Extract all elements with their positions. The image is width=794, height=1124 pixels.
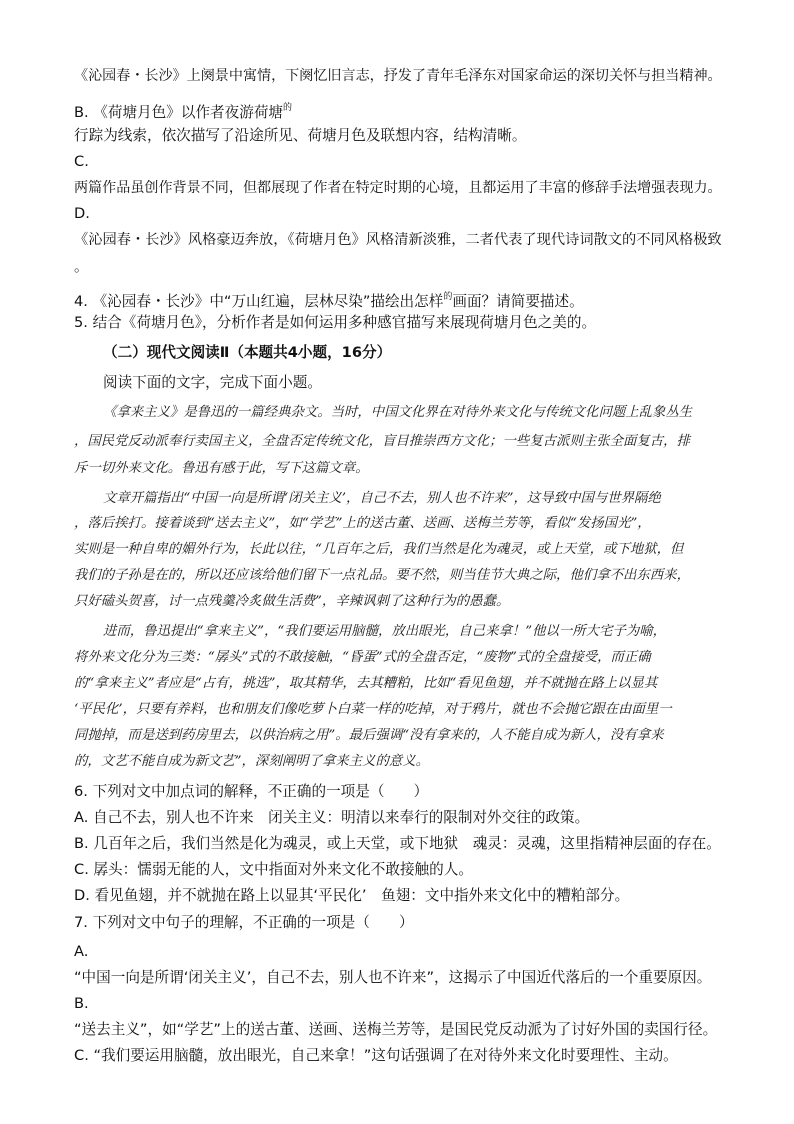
passage-line: ‘平民化’，只要有养料，也和朋友们像吃萝卜白菜一样的吃掉，对于鸦片，就也不会抛它跟在由面里一: [74, 702, 672, 717]
question-7-option-c: C. “我们要运用脑髓，放出眼光，自己来拿！”这句话强调了在对待外来文化时要理性、主动。: [74, 1047, 678, 1064]
option-text-line: 。: [74, 258, 89, 275]
passage-line: 的“拿来主义”者应是“占有，挑选”，取其精华，去其糟粕，比如“看见鱼翅，并不就抛在路上以显其: [74, 676, 658, 691]
passage-line: 斥一切外来文化。鲁迅有感于此，写下这篇文章。: [74, 461, 369, 476]
option-text-line: 行踪为线索，依次描写了沿途所见、荷塘月色及联想内容，结构清晰。: [74, 127, 527, 144]
question-6-option-d: D. 看见鱼翅，并不就抛在路上以显其‘平民化’ 鱼翅：文中指外来文化中的糟粕部分。: [74, 887, 630, 904]
question-7-option-b: “送去主义”，如“学艺”上的送古董、送画、送梅兰芳等，是国民党反动派为了讨好外国的卖国行径。: [74, 1021, 718, 1038]
question-6-option-b: B. 几百年之后，我们当然是化为魂灵，或上天堂，或下地狱 魂灵：灵魂，这里指精神层面的存在。: [74, 835, 721, 852]
question-4-text-end: 画面？请简要描述。: [452, 293, 584, 310]
passage-line: 进而，鲁迅提出“拿来主义”，“我们要运用脑髓，放出眼光，自己来拿！”他以一所大宅子为喻，: [103, 624, 667, 639]
option-b-line: [74, 98, 292, 123]
question-4-text: 4. 《沁园春・长沙》中“万山红遍，层林尽染”描绘出怎样: [74, 293, 444, 310]
passage-line: 实则是一种自卑的媚外行为，长此以往，“几百年之后，我们当然是化为魂灵，或上天堂，或下地狱，但: [74, 542, 684, 557]
passage-line: 同抛掉，而是送到药房里去，以供治病之用”。最后强调“没有拿来的，人不能自成为新人，没有拿来: [74, 728, 664, 743]
question-7-option-a-label: A.: [74, 943, 89, 960]
reading-instruction: 阅读下面的文字，完成下面小题。: [103, 374, 322, 391]
question-7: 7. 下列对文中句子的理解，不正确的一项是（ ）: [74, 914, 414, 931]
passage-line: ，落后挨打。接着谈到“送去主义”，如“学艺”上的送古董、送画、送梅兰芳等，看似“发扬国光”，: [74, 516, 651, 531]
passage-line: ，国民党反动派奉行卖国主义，全盘否定传统文化，盲目推崇西方文化；一些复古派则主张全面复古，排: [74, 434, 690, 449]
passage-line: 将外来文化分为三类：“孱头”式的不敢接触，“昏蛋”式的全盘否定，“废物”式的全盘接受，而正确: [74, 650, 651, 665]
question-4: [74, 287, 584, 312]
option-c-label: C.: [74, 153, 89, 170]
question-6-option-a: A. 自己不去，别人也不许来 闭关主义：明清以来奉行的限制对外交往的政策。: [74, 809, 590, 826]
option-d-label: D.: [74, 205, 90, 222]
section-heading: （二）现代文阅读Ⅱ（本题共4小题，16分）: [103, 344, 392, 361]
passage-line: 《拿来主义》是鲁迅的一篇经典杂文。当时，中国文化界在对待外来文化与传统文化问题上乱象丛生: [103, 405, 693, 420]
passage-line: 的，文艺不能自成为新文艺”，深刻阐明了拿来主义的意义。: [74, 754, 429, 769]
option-b-text: B. 《荷塘月色》以作者夜游荷塘: [74, 104, 284, 121]
option-text-line: 《沁园春・长沙》上阕景中寓情，下阕忆旧言志，抒发了青年毛泽东对国家命运的深切关怀与担当精神。: [74, 68, 722, 84]
superscript-char: 的: [443, 292, 453, 302]
question-7-option-b-label: B.: [74, 995, 89, 1012]
question-7-option-a: “中国一向是所谓‘闭关主义’，自己不去，别人也不许来”，这揭示了中国近代落后的一个重要原因。: [74, 969, 712, 986]
option-text-line: 两篇作品虽创作背景不同，但都展现了作者在特定时期的心境，且都运用了丰富的修辞手法增强表现力。: [74, 180, 722, 196]
question-6: 6. 下列对文中加点词的解释，不正确的一项是（ ）: [74, 783, 429, 800]
question-5: 5. 结合《荷塘月色》，分析作者是如何运用多种感官描写来展现荷塘月色之美的。: [74, 314, 597, 331]
passage-line: 文章开篇指出“中国一向是所谓‘闭关主义’，自己不去，别人也不许来”，这导致中国与世界隔绝: [103, 491, 661, 506]
passage-line: 只好磕头贺喜，讨一点残羹冷炙做生活费”，辛辣讽刺了这种行为的愚蠢。: [74, 594, 510, 609]
question-6-option-c: C. 孱头：懦弱无能的人，文中指面对外来文化不敢接触的人。: [74, 861, 473, 878]
superscript-char: 的: [283, 103, 293, 113]
option-text-line: 《沁园春・长沙》风格豪迈奔放，《荷塘月色》风格清新淡雅，二者代表了现代诗词散文的不同风格极致: [74, 232, 722, 248]
passage-line: 我们的子孙是在的，所以还应该给他们留下一点礼品。要不然，则当佳节大典之际，他们拿不出东西来，: [74, 568, 690, 583]
